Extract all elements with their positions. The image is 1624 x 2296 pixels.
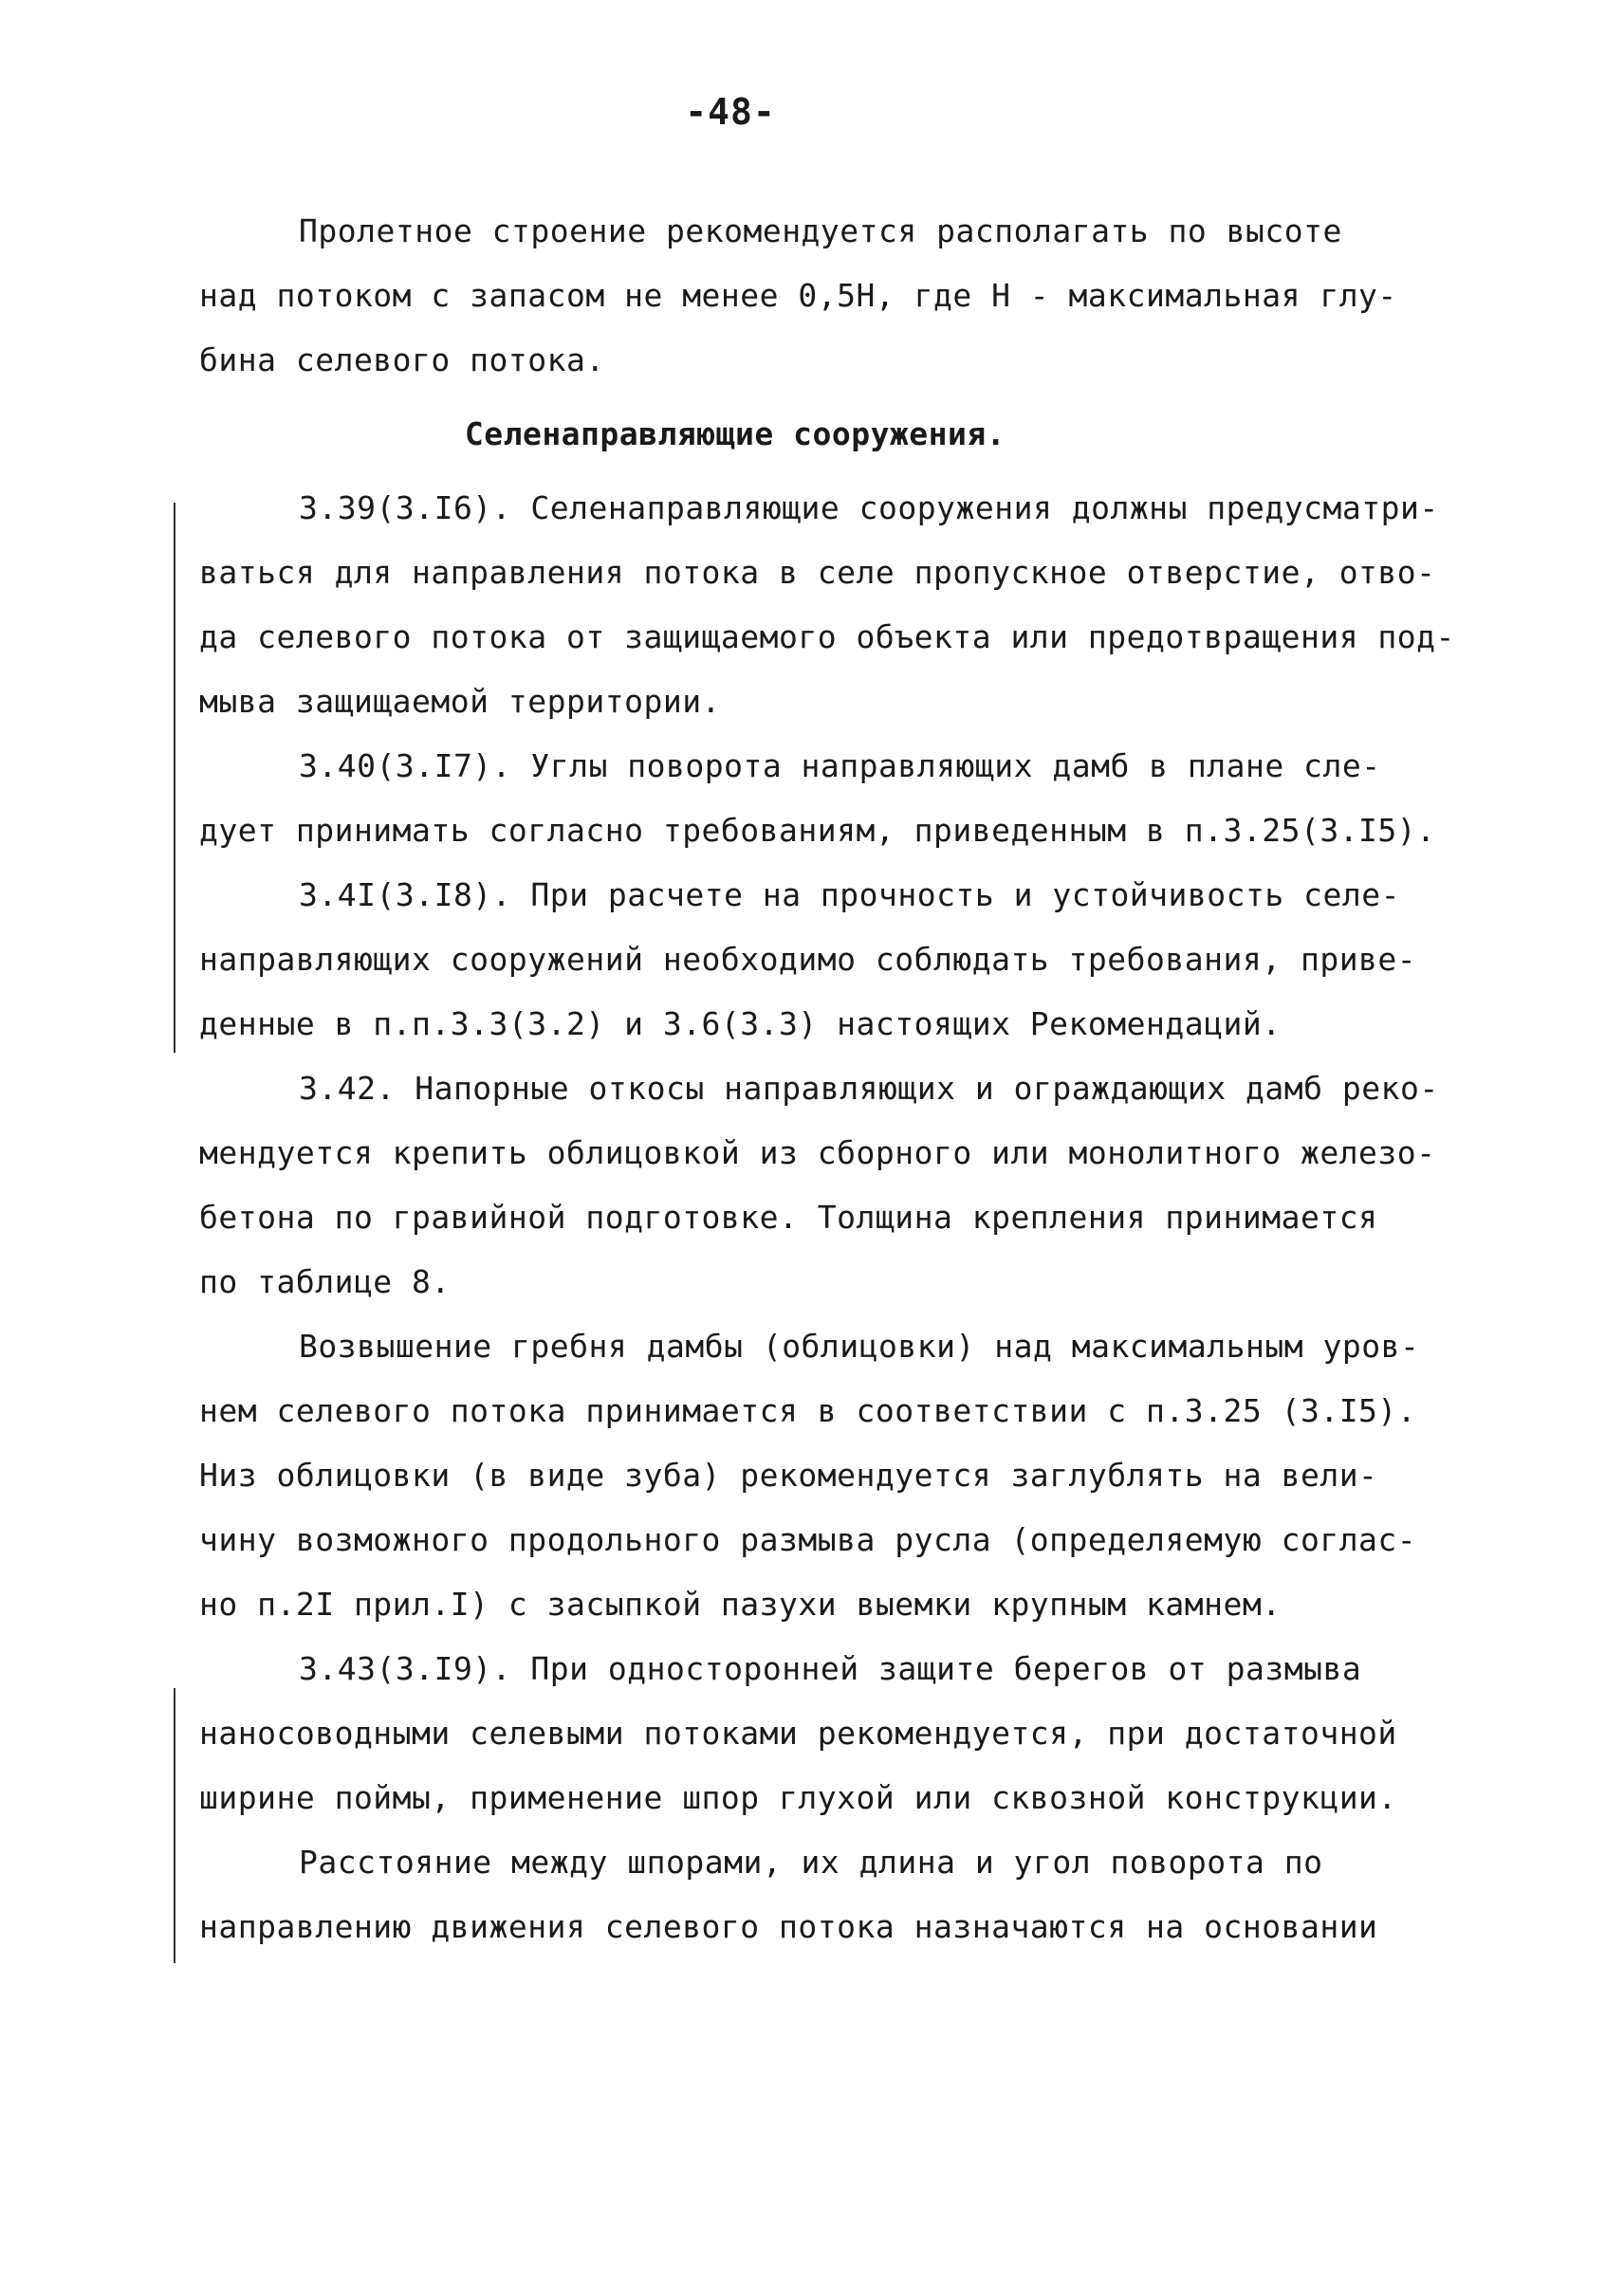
page-number: -48- bbox=[685, 91, 776, 133]
text-line: Возвышение гребня дамбы (облицовки) над максимальным уров- bbox=[299, 1328, 1420, 1365]
text-line: 3.40(3.I7). Углы поворота направляющих дамб в плане сле- bbox=[299, 747, 1381, 784]
text-line: ширине поймы, применение шпор глухой или сквозной конструкции. bbox=[199, 1779, 1397, 1816]
margin-change-bar bbox=[174, 503, 175, 1053]
text-line: чину возможного продольного размыва русла (определяемую соглас- bbox=[199, 1521, 1417, 1558]
section-heading: Селенаправляющие сооружения. bbox=[464, 415, 1006, 452]
paragraph-3-43-continued bbox=[199, 1830, 1480, 1959]
paragraph-3-42 bbox=[199, 1056, 1480, 1314]
text-line: ваться для направления потока в селе пропускное отверстие, отво- bbox=[199, 554, 1436, 591]
paragraph-intro bbox=[199, 199, 1480, 393]
text-line: по таблице 8. bbox=[199, 1263, 451, 1300]
text-line: бетона по гравийной подготовке. Толщина крепления принимается bbox=[199, 1199, 1378, 1236]
paragraph-3-40 bbox=[199, 734, 1480, 863]
paragraph-3-43 bbox=[199, 1637, 1480, 1830]
text-line: нем селевого потока принимается в соответствии с п.3.25 (3.I5). bbox=[199, 1392, 1417, 1429]
text-line: 3.39(3.I6). Селенаправляющие сооружения должны предусматри- bbox=[299, 489, 1439, 526]
text-line: но п.2I прил.I) с засыпкой пазухи выемки крупным камнем. bbox=[199, 1586, 1282, 1623]
text-line: наносоводными селевыми потоками рекомендуется, при достаточной bbox=[199, 1715, 1397, 1752]
text-line: денные в п.п.3.3(3.2) и 3.6(3.3) настоящих Рекомендаций. bbox=[199, 1005, 1282, 1042]
paragraph-3-39 bbox=[199, 476, 1480, 734]
text-line: мыва защищаемой территории. bbox=[199, 683, 721, 720]
text-line: направляющих сооружений необходимо соблюдать требования, приве- bbox=[199, 941, 1417, 978]
text-line: 3.4I(3.I8). При расчете на прочность и устойчивость селе- bbox=[299, 876, 1400, 913]
text-line: 3.42. Напорные откосы направляющих и ограждающих дамб реко- bbox=[299, 1070, 1439, 1107]
text-line: мендуется крепить облицовкой из сборного или монолитного железо- bbox=[199, 1134, 1436, 1171]
text-line: направлению движения селевого потока назначаются на основании bbox=[199, 1908, 1378, 1945]
text-line: над потоком с запасом не менее 0,5Н, где Н - максимальная глу- bbox=[199, 277, 1397, 314]
paragraph-3-41 bbox=[199, 863, 1480, 1056]
text-line: Расстояние между шпорами, их длина и угол поворота по bbox=[299, 1844, 1323, 1881]
margin-change-bar bbox=[174, 1688, 175, 1963]
text-line: бина селевого потока. bbox=[199, 341, 605, 378]
text-line: 3.43(3.I9). При односторонней защите берегов от размыва bbox=[299, 1650, 1362, 1687]
document-body bbox=[199, 199, 1480, 1959]
text-line: дует принимать согласно требованиям, приведенным в п.3.25(3.I5). bbox=[199, 812, 1436, 849]
paragraph-3-42-continued bbox=[199, 1314, 1480, 1637]
text-line: Низ облицовки (в виде зуба) рекомендуется заглублять на вели- bbox=[199, 1457, 1378, 1494]
text-line: да селевого потока от защищаемого объекта или предотвращения под- bbox=[199, 618, 1455, 655]
text-line: Пролетное строение рекомендуется располагать по высоте bbox=[299, 212, 1342, 249]
